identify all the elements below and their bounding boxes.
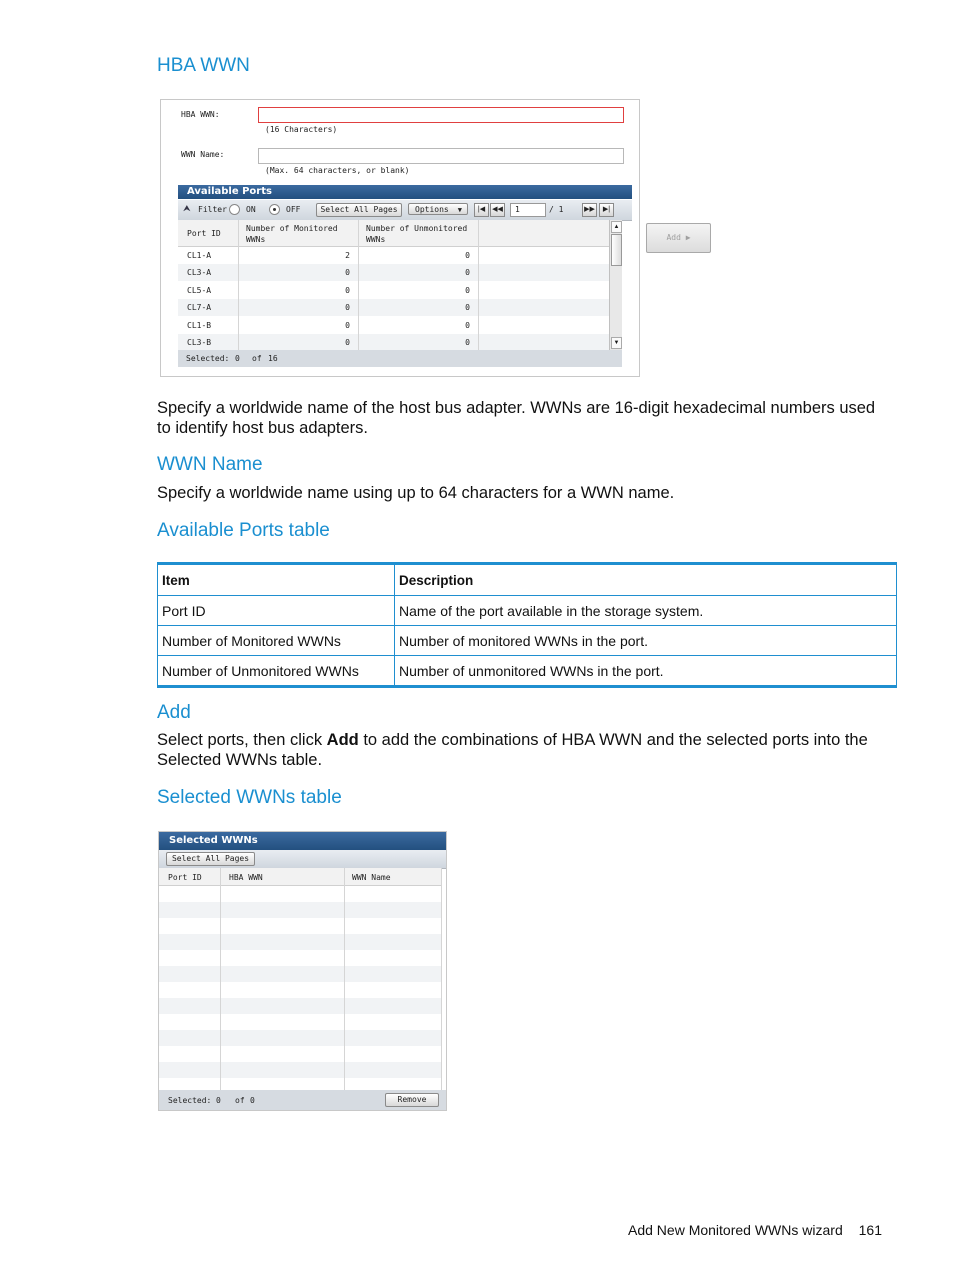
table-row[interactable] (178, 264, 609, 281)
monitored-cell: 0 (345, 303, 350, 313)
table-row (158, 626, 897, 656)
table-row[interactable] (178, 282, 609, 299)
port-id-cell: CL5-A (187, 285, 212, 295)
filter-on-label: ON (246, 205, 256, 214)
available-ports-toolbar (178, 200, 632, 221)
table-row (159, 1062, 441, 1078)
grid-header (159, 868, 441, 886)
section-heading-available-ports: Available Ports table (157, 520, 330, 541)
table-row[interactable] (178, 317, 609, 334)
column-header-port-id[interactable]: Port ID (187, 229, 221, 238)
column-header-monitored[interactable]: Number of Monitored WWNs (246, 224, 338, 244)
select-all-pages-button[interactable]: Select All Pages (316, 203, 402, 217)
port-id-cell: CL3-B (187, 338, 212, 347)
column-divider (220, 868, 221, 1090)
table-row (159, 934, 441, 950)
selected-count: 0 (235, 354, 240, 363)
selected-wwns-toolbar (159, 850, 446, 869)
section-heading-selected-wwns: Selected WWNs table (157, 787, 342, 808)
table-header-item: Item (158, 564, 395, 596)
hba-wwn-description: Specify a worldwide name of the host bus adapter. WWNs are 16-digit hexadecimal numbers used to identify host bus adapters. (157, 399, 876, 437)
add-description (157, 731, 887, 770)
scroll-up-icon[interactable]: ▲ (611, 221, 622, 233)
table-row[interactable] (178, 247, 609, 264)
selected-wwns-panel-title: Selected WWNs (159, 832, 447, 850)
table-row (158, 596, 897, 626)
filter-on-radio[interactable] (229, 204, 240, 215)
wwn-name-hint: (Max. 64 characters, or blank) (265, 166, 410, 175)
scroll-down-icon[interactable]: ▼ (611, 337, 622, 349)
table-row (159, 998, 441, 1014)
total-count: 16 (268, 354, 278, 363)
table-row (159, 1014, 441, 1030)
unmonitored-cell: 0 (465, 338, 470, 347)
port-id-cell: CL3-A (187, 268, 212, 278)
selected-count: 0 (216, 1096, 221, 1105)
table-cell-item: Number of Unmonitored WWNs (158, 656, 395, 687)
section-heading-hba-wwn: HBA WWN (157, 55, 250, 76)
filter-icon[interactable]: ⮝ (183, 203, 191, 213)
table-header-row (158, 564, 897, 596)
column-divider (441, 868, 442, 1090)
unmonitored-cell: 0 (465, 303, 470, 313)
port-id-cell: CL1-A (187, 251, 212, 260)
unmonitored-cell: 0 (465, 251, 470, 260)
page-number: 161 (858, 1222, 882, 1238)
table-cell-item: Port ID (158, 596, 395, 626)
add-desc-bold: Add (326, 731, 359, 749)
total-count: 0 (250, 1096, 255, 1105)
port-id-cell: CL1-B (187, 320, 212, 330)
port-id-cell: CL7-A (187, 303, 212, 313)
table-row (159, 1046, 441, 1062)
table-header-description: Description (395, 564, 897, 596)
table-row (159, 918, 441, 934)
table-row (159, 902, 441, 918)
next-page-icon[interactable]: ▶▶ (582, 203, 597, 217)
available-ports-footer (178, 350, 622, 367)
table-row (159, 950, 441, 966)
monitored-cell: 0 (345, 320, 350, 330)
filter-off-radio[interactable] (269, 204, 280, 215)
available-ports-panel-title: Available Ports (178, 185, 632, 199)
chevron-down-icon: ▼ (457, 206, 462, 214)
section-heading-wwn-name: WWN Name (157, 454, 263, 475)
wwn-name-input[interactable] (258, 148, 624, 164)
selected-wwns-footer (159, 1090, 446, 1110)
remove-button[interactable]: Remove (385, 1093, 439, 1107)
table-row (159, 886, 441, 902)
page-number-input[interactable]: 1 (510, 203, 546, 217)
section-heading-add: Add (157, 702, 191, 723)
table-cell-description: Name of the port available in the storage system. (395, 596, 897, 626)
add-desc-pre: Select ports, then click (157, 731, 327, 749)
add-wwn-dialog-screenshot (160, 99, 640, 377)
selected-label: Selected: (186, 354, 230, 363)
hba-wwn-hint: (16 Characters) (265, 125, 338, 134)
add-button-label: Add (666, 233, 681, 242)
column-divider (478, 220, 479, 350)
unmonitored-cell: 0 (465, 320, 470, 330)
column-header-unmonitored[interactable]: Number of Unmonitored WWNs (366, 224, 468, 244)
unmonitored-cell: 0 (465, 268, 470, 278)
hba-wwn-input[interactable] (258, 107, 624, 123)
filter-label[interactable]: Filter (198, 205, 227, 214)
monitored-cell: 0 (345, 268, 350, 278)
column-divider (238, 220, 239, 350)
grid-header (178, 220, 610, 247)
table-cell-description: Number of unmonitored WWNs in the port. (395, 656, 897, 687)
last-page-icon[interactable]: ▶| (599, 203, 614, 217)
monitored-cell: 0 (345, 285, 350, 295)
table-cell-description: Number of monitored WWNs in the port. (395, 626, 897, 656)
monitored-cell: 2 (345, 251, 350, 260)
add-desc-post: to add the combinations of HBA WWN and the selected ports into the Selected WWNs table. (157, 731, 868, 769)
table-row (159, 1030, 441, 1046)
available-ports-grid (178, 220, 622, 350)
selected-label: Selected: (168, 1096, 212, 1105)
selected-wwns-screenshot (158, 831, 447, 1111)
of-label: of (235, 1096, 245, 1105)
of-label: of (252, 354, 262, 363)
prev-page-icon[interactable]: ◀◀ (490, 203, 505, 217)
table-cell-item: Number of Monitored WWNs (158, 626, 395, 656)
select-all-pages-button[interactable]: Select All Pages (166, 852, 255, 866)
arrow-right-icon: ▶ (685, 233, 691, 242)
filter-off-label: OFF (286, 205, 301, 214)
page-footer (628, 1222, 882, 1238)
wwn-name-description: Specify a worldwide name using up to 64 characters for a WWN name. (157, 484, 675, 502)
column-header-port-id[interactable]: Port ID (168, 873, 202, 882)
unmonitored-cell: 0 (465, 285, 470, 295)
hba-wwn-label: HBA WWN: (181, 110, 220, 119)
add-button[interactable] (646, 223, 711, 253)
column-divider (358, 220, 359, 350)
scrollbar-thumb[interactable] (611, 234, 622, 266)
column-header-hba-wwn[interactable]: HBA WWN (229, 873, 263, 882)
page-total: / 1 (549, 205, 564, 214)
options-dropdown[interactable] (408, 203, 468, 215)
wwn-name-label: WWN Name: (181, 150, 225, 159)
monitored-cell: 0 (345, 338, 350, 347)
table-row[interactable] (178, 334, 609, 350)
vertical-scrollbar[interactable] (609, 220, 622, 350)
table-row (158, 656, 897, 687)
table-row[interactable] (178, 299, 609, 316)
table-row (159, 982, 441, 998)
first-page-icon[interactable]: |◀ (474, 203, 489, 217)
table-row (159, 966, 441, 982)
options-label: Options (415, 205, 449, 214)
column-divider (344, 868, 345, 1090)
column-header-wwn-name[interactable]: WWN Name (352, 873, 391, 882)
footer-title: Add New Monitored WWNs wizard (628, 1222, 843, 1238)
available-ports-description-table (157, 562, 897, 688)
